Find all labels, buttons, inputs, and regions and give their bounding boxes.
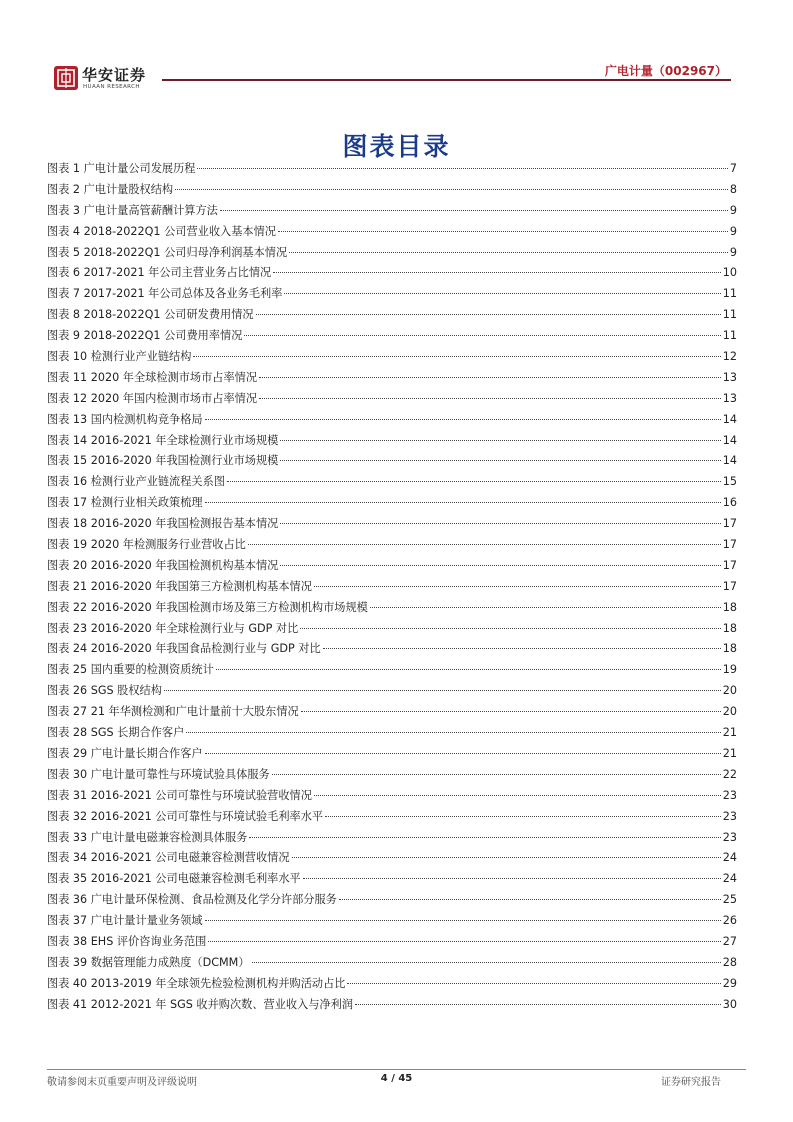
toc-leader-dots	[323, 648, 721, 649]
toc-entry-page: 24	[722, 851, 737, 865]
toc-entry[interactable]	[47, 828, 737, 849]
toc-entry-label: 图表 33 广电计量电磁兼容检测具体服务	[47, 830, 248, 844]
toc-entry-label: 图表 2 广电计量股权结构	[47, 182, 174, 196]
toc-entry[interactable]	[47, 535, 737, 556]
toc-entry-page: 14	[722, 433, 737, 447]
toc-entry[interactable]	[47, 890, 737, 911]
toc-entry-page: 15	[722, 475, 737, 489]
toc-leader-dots	[280, 440, 720, 441]
toc-entry[interactable]	[47, 284, 737, 305]
toc-leader-dots	[347, 983, 720, 984]
toc-entry[interactable]	[47, 786, 737, 807]
toc-entry-label: 图表 19 2020 年检测服务行业营收占比	[47, 538, 246, 552]
toc-entry[interactable]	[47, 180, 737, 201]
toc-entry-page: 19	[722, 663, 737, 677]
toc-entry[interactable]	[47, 598, 737, 619]
toc-entry-page: 17	[722, 517, 737, 531]
toc-leader-dots	[301, 711, 721, 712]
toc-entry-label: 图表 7 2017-2021 年公司总体及各业务毛利率	[47, 287, 283, 301]
toc-entry-page: 12	[722, 350, 737, 364]
toc-entry[interactable]	[47, 995, 737, 1016]
toc-entry-page: 20	[722, 684, 737, 698]
toc-entry-page: 24	[722, 872, 737, 886]
toc-entry[interactable]	[47, 848, 737, 869]
toc-entry-label: 图表 8 2018-2022Q1 公司研发费用情况	[47, 308, 254, 322]
toc-entry[interactable]	[47, 368, 737, 389]
toc-entry[interactable]	[47, 493, 737, 514]
toc-entry-page: 29	[722, 976, 737, 990]
toc-leader-dots	[249, 837, 720, 838]
toc-leader-dots	[193, 356, 720, 357]
toc-entry-page: 13	[722, 391, 737, 405]
toc-entry-label: 图表 11 2020 年全球检测市场市占率情况	[47, 370, 258, 384]
toc-entry-label: 图表 9 2018-2022Q1 公司费用率情况	[47, 329, 243, 343]
toc-entry-label: 图表 20 2016-2020 年我国检测机构基本情况	[47, 558, 279, 572]
toc-entry-label: 图表 1 广电计量公司发展历程	[47, 162, 196, 175]
toc-entry-label: 图表 40 2013-2019 年全球领先检验检测机构并购活动占比	[47, 976, 346, 990]
toc-leader-dots	[280, 565, 720, 566]
toc-entry-label: 图表 38 EHS 评价咨询业务范围	[47, 934, 207, 948]
toc-leader-dots	[273, 272, 721, 273]
toc-entry[interactable]	[47, 263, 737, 284]
figure-table-of-contents	[47, 159, 737, 1016]
header-divider	[162, 79, 731, 81]
toc-leader-dots	[292, 857, 721, 858]
toc-entry-label: 图表 29 广电计量长期合作客户	[47, 746, 203, 760]
toc-leader-dots	[220, 210, 728, 211]
toc-leader-dots	[256, 314, 721, 315]
logo-chinese-name: 华安证券	[82, 66, 147, 84]
toc-entry[interactable]	[47, 723, 737, 744]
toc-entry-label: 图表 10 检测行业产业链结构	[47, 350, 192, 364]
toc-entry[interactable]	[47, 974, 737, 995]
toc-entry[interactable]	[47, 347, 737, 368]
toc-entry-label: 图表 23 2016-2020 年全球检测行业与 GDP 对比	[47, 621, 299, 635]
toc-entry[interactable]	[47, 305, 737, 326]
toc-leader-dots	[314, 795, 721, 796]
footer-divider	[47, 1069, 746, 1070]
toc-entry-page: 17	[722, 538, 737, 552]
toc-entry-page: 28	[722, 955, 737, 969]
toc-entry[interactable]	[47, 639, 737, 660]
toc-entry[interactable]	[47, 702, 737, 723]
toc-entry-label: 图表 3 广电计量高管薪酬计算方法	[47, 203, 218, 217]
toc-leader-dots	[205, 753, 721, 754]
toc-entry-page: 27	[722, 934, 737, 948]
toc-entry-label: 图表 32 2016-2021 公司可靠性与环境试验毛利率水平	[47, 809, 324, 823]
toc-entry-label: 图表 14 2016-2021 年全球检测行业市场规模	[47, 433, 279, 447]
huaan-logo	[54, 64, 164, 94]
toc-entry-label: 图表 39 数据管理能力成熟度（DCMM）	[47, 955, 250, 969]
toc-entry[interactable]	[47, 911, 737, 932]
toc-entry[interactable]	[47, 577, 737, 598]
toc-entry[interactable]	[47, 660, 737, 681]
toc-entry-label: 图表 22 2016-2020 年我国检测市场及第三方检测机构市场规模	[47, 600, 368, 614]
toc-leader-dots	[325, 816, 721, 817]
toc-leader-dots	[186, 732, 720, 733]
toc-entry-label: 图表 41 2012-2021 年 SGS 收并购次数、营业收入与净利润	[47, 997, 354, 1011]
toc-leader-dots	[278, 231, 728, 232]
toc-leader-dots	[289, 252, 728, 253]
toc-entry-page: 10	[722, 266, 737, 280]
toc-entry-label: 图表 21 2016-2020 年我国第三方检测机构基本情况	[47, 579, 312, 593]
toc-entry-page: 18	[722, 621, 737, 635]
toc-entry-label: 图表 16 检测行业产业链流程关系图	[47, 475, 225, 489]
toc-entry-label: 图表 13 国内检测机构竞争格局	[47, 412, 203, 426]
toc-entry-label: 图表 31 2016-2021 公司可靠性与环境试验营收情况	[47, 788, 312, 802]
toc-leader-dots	[248, 544, 721, 545]
toc-leader-dots	[205, 502, 721, 503]
toc-entry[interactable]	[47, 201, 737, 222]
toc-entry-label: 图表 4 2018-2022Q1 公司营业收入基本情况	[47, 224, 276, 238]
toc-entry-page: 23	[722, 809, 737, 823]
toc-entry-page: 9	[729, 224, 737, 238]
toc-entry[interactable]	[47, 410, 737, 431]
toc-entry-page: 23	[722, 788, 737, 802]
toc-entry-page: 11	[722, 287, 737, 301]
toc-entry-page: 20	[722, 705, 737, 719]
toc-entry[interactable]	[47, 953, 737, 974]
toc-entry[interactable]	[47, 681, 737, 702]
toc-entry-label: 图表 35 2016-2021 公司电磁兼容检测毛利率水平	[47, 872, 301, 886]
toc-leader-dots	[355, 1004, 721, 1005]
logo-english-name: HUAAN RESEARCH	[83, 84, 140, 90]
toc-leader-dots	[259, 398, 721, 399]
toc-entry-label: 图表 25 国内重要的检测资质统计	[47, 663, 214, 677]
toc-leader-dots	[370, 607, 721, 608]
toc-leader-dots	[205, 920, 721, 921]
footer-disclaimer: 敬请参阅末页重要声明及评级说明	[47, 1077, 197, 1088]
toc-entry-page: 18	[722, 642, 737, 656]
toc-leader-dots	[259, 377, 721, 378]
toc-leader-dots	[303, 878, 721, 879]
toc-entry-label: 图表 15 2016-2020 年我国检测行业市场规模	[47, 454, 279, 468]
toc-entry-label: 图表 12 2020 年国内检测市场市占率情况	[47, 391, 258, 405]
footer-page-number: 4 / 45	[380, 1073, 413, 1084]
toc-entry-page: 21	[722, 726, 737, 740]
toc-entry-page: 7	[729, 162, 737, 175]
toc-entry[interactable]	[47, 932, 737, 953]
toc-leader-dots	[339, 899, 721, 900]
toc-entry-page: 30	[722, 997, 737, 1011]
toc-entry-page: 21	[722, 746, 737, 760]
toc-entry-label: 图表 17 检测行业相关政策梳理	[47, 496, 203, 510]
toc-leader-dots	[205, 419, 721, 420]
toc-entry-label: 图表 36 广电计量环保检测、食品检测及化学分许部分服务	[47, 893, 337, 907]
toc-entry-label: 图表 28 SGS 长期合作客户	[47, 726, 185, 740]
toc-entry-page: 22	[722, 767, 737, 781]
toc-entry-page: 9	[729, 203, 737, 217]
toc-entry[interactable]	[47, 869, 737, 890]
toc-leader-dots	[252, 962, 721, 963]
toc-entry-page: 8	[729, 182, 737, 196]
toc-leader-dots	[164, 690, 721, 691]
toc-entry-label: 图表 18 2016-2020 年我国检测报告基本情况	[47, 517, 279, 531]
toc-leader-dots	[216, 669, 721, 670]
toc-entry-page: 23	[722, 830, 737, 844]
toc-entry-label: 图表 24 2016-2020 年我国食品检测行业与 GDP 对比	[47, 642, 321, 656]
toc-entry[interactable]	[47, 807, 737, 828]
toc-leader-dots	[300, 628, 720, 629]
toc-leader-dots	[227, 481, 721, 482]
toc-leader-dots	[244, 335, 720, 336]
toc-entry-page: 18	[722, 600, 737, 614]
toc-entry-label: 图表 5 2018-2022Q1 公司归母净利润基本情况	[47, 245, 288, 259]
toc-entry[interactable]	[47, 326, 737, 347]
toc-entry[interactable]	[47, 619, 737, 640]
toc-leader-dots	[284, 293, 720, 294]
toc-entry[interactable]	[47, 765, 737, 786]
toc-entry-label: 图表 34 2016-2021 公司电磁兼容检测营收情况	[47, 851, 290, 865]
toc-entry-page: 14	[722, 412, 737, 426]
toc-leader-dots	[272, 774, 721, 775]
toc-leader-dots	[197, 168, 727, 169]
toc-entry[interactable]	[47, 451, 737, 472]
toc-leader-dots	[175, 189, 728, 190]
header-company-title: 广电计量（002967）	[604, 64, 727, 78]
toc-entry-label: 图表 37 广电计量计量业务领域	[47, 914, 203, 928]
toc-entry[interactable]	[47, 472, 737, 493]
toc-leader-dots	[314, 586, 721, 587]
toc-entry[interactable]	[47, 556, 737, 577]
toc-entry-label: 图表 26 SGS 股权结构	[47, 684, 162, 698]
toc-leader-dots	[280, 523, 720, 524]
toc-entry-page: 16	[722, 496, 737, 510]
page-title: 图表目录	[342, 131, 451, 161]
toc-leader-dots	[208, 941, 720, 942]
toc-entry[interactable]	[47, 389, 737, 410]
toc-entry-page: 17	[722, 558, 737, 572]
toc-entry[interactable]	[47, 431, 737, 452]
huaan-logo-icon	[54, 66, 78, 90]
toc-entry[interactable]	[47, 744, 737, 765]
toc-entry[interactable]	[47, 222, 737, 243]
toc-entry-label: 图表 6 2017-2021 年公司主营业务占比情况	[47, 266, 272, 280]
toc-entry-page: 9	[729, 245, 737, 259]
toc-entry-page: 26	[722, 914, 737, 928]
toc-entry-page: 13	[722, 370, 737, 384]
toc-entry-page: 17	[722, 579, 737, 593]
toc-entry-page: 14	[722, 454, 737, 468]
toc-entry-page: 25	[722, 893, 737, 907]
toc-entry-label: 图表 30 广电计量可靠性与环境试验具体服务	[47, 767, 270, 781]
toc-entry[interactable]	[47, 159, 737, 180]
toc-entry-page: 11	[722, 308, 737, 322]
toc-entry[interactable]	[47, 514, 737, 535]
toc-entry[interactable]	[47, 243, 737, 264]
toc-entry-label: 图表 27 21 年华测检测和广电计量前十大股东情况	[47, 705, 299, 719]
footer-report-type: 证券研究报告	[661, 1077, 721, 1088]
toc-leader-dots	[280, 460, 720, 461]
toc-entry-page: 11	[722, 329, 737, 343]
